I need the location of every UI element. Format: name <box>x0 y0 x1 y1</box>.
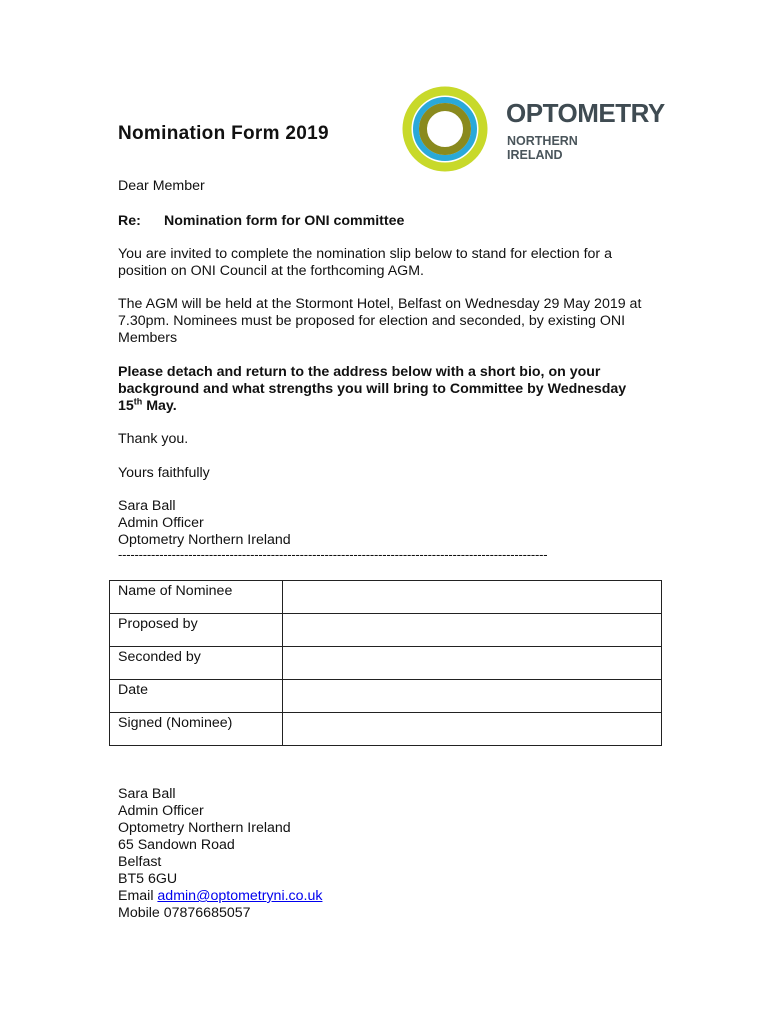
detach-line: -------------------------------------------------------------------------------------------------------- <box>118 547 548 562</box>
row-label: Name of Nominee <box>110 581 283 614</box>
proposed-by-field[interactable] <box>283 614 662 647</box>
table-row <box>110 713 662 746</box>
paragraph-return-instructions: Please detach and return to the address below with a short bio, on your background and what strengths you will bring to Committee by Wednesday 15th May. <box>118 364 627 414</box>
sender-name: Sara Ball <box>118 498 176 514</box>
re-label: Re: <box>118 213 141 229</box>
page-title: Nomination Form 2019 <box>118 123 329 144</box>
table-row <box>110 614 662 647</box>
address-role: Admin Officer <box>118 803 204 819</box>
address-street: 65 Sandown Road <box>118 837 235 853</box>
table-row <box>110 680 662 713</box>
greeting: Dear Member <box>118 178 205 194</box>
row-label: Date <box>110 680 283 713</box>
thank-you: Thank you. <box>118 431 189 447</box>
logo-subtitle: NORTHERN IRELAND <box>507 134 578 162</box>
logo-rings-icon <box>402 86 488 172</box>
row-label: Signed (Nominee) <box>110 713 283 746</box>
sender-block <box>118 498 291 549</box>
address-postcode: BT5 6GU <box>118 871 178 887</box>
address-city: Belfast <box>118 854 162 870</box>
table-row <box>110 581 662 614</box>
sender-role: Admin Officer <box>118 515 204 531</box>
nomination-slip-table <box>109 580 662 746</box>
row-label: Seconded by <box>110 647 283 680</box>
paragraph-invitation: You are invited to complete the nomination slip below to stand for election for a position on ONI Council at the forthcoming AGM. <box>118 246 612 279</box>
row-label: Proposed by <box>110 614 283 647</box>
address-email-line: Email admin@optometryni.co.uk <box>118 888 323 904</box>
date-field[interactable] <box>283 680 662 713</box>
email-link[interactable]: admin@optometryni.co.uk <box>157 888 323 904</box>
table-row <box>110 647 662 680</box>
re-subject: Nomination form for ONI committee <box>164 213 405 229</box>
return-address <box>118 786 322 922</box>
address-name: Sara Ball <box>118 786 176 802</box>
address-mobile: Mobile 07876685057 <box>118 905 251 921</box>
sender-org: Optometry Northern Ireland <box>118 532 291 548</box>
optometry-ni-logo <box>402 86 665 172</box>
address-org: Optometry Northern Ireland <box>118 820 291 836</box>
signoff: Yours faithfully <box>118 465 210 481</box>
paragraph-agm-details: The AGM will be held at the Stormont Hotel, Belfast on Wednesday 29 May 2019 at 7.30pm. Nominees must be proposed for election and seconded, by existing ONI Members <box>118 296 642 346</box>
seconded-by-field[interactable] <box>283 647 662 680</box>
signed-nominee-field[interactable] <box>283 713 662 746</box>
logo-wordmark: OPTOMETRY <box>506 98 665 128</box>
name-of-nominee-field[interactable] <box>283 581 662 614</box>
